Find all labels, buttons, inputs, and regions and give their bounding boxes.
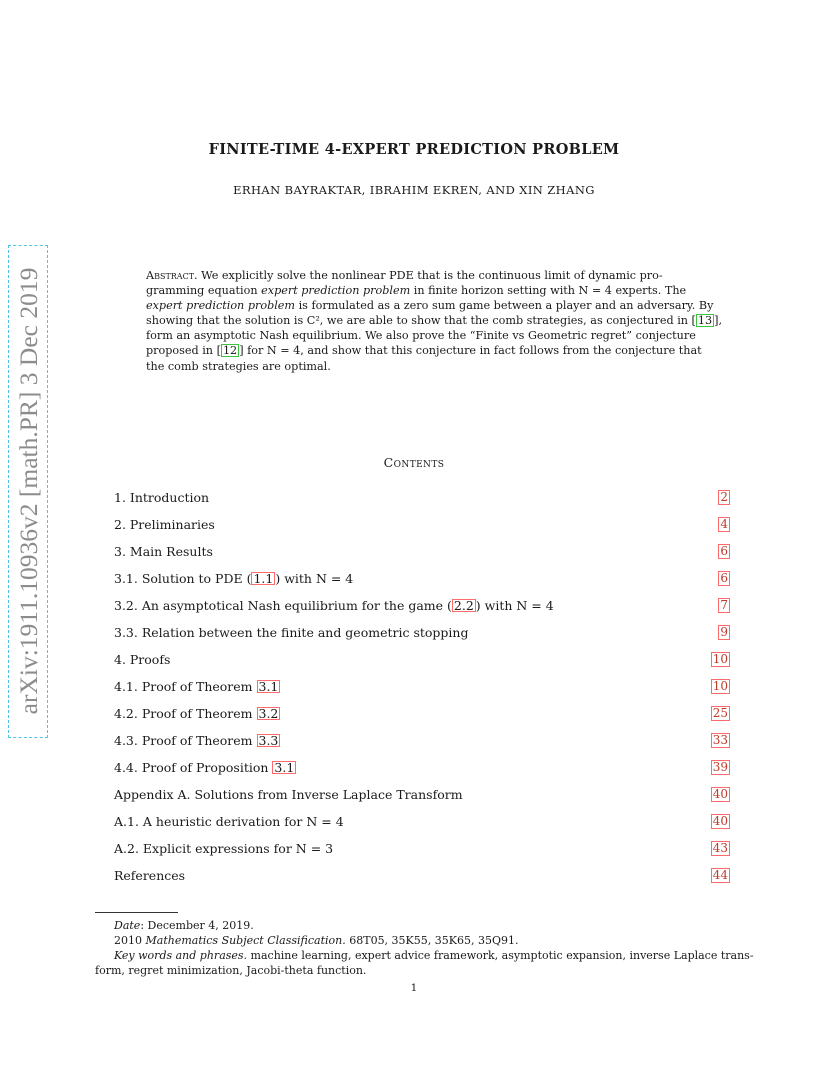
toc-page-link[interactable]: 44 bbox=[712, 868, 728, 882]
toc-entry[interactable] bbox=[114, 490, 730, 508]
paper-title: FINITE-TIME 4-EXPERT PREDICTION PROBLEM bbox=[208, 141, 620, 158]
abstract-emphasis: expert prediction problem bbox=[261, 284, 411, 298]
toc-entry-label: 3. Main Results bbox=[114, 544, 213, 559]
toc-entry[interactable] bbox=[114, 814, 730, 832]
footnote-text: 68T05, 35K55, 35K65, 35Q91. bbox=[345, 934, 519, 947]
toc-page-link[interactable]: 40 bbox=[712, 814, 728, 828]
footnote-label: Date bbox=[114, 919, 141, 932]
toc-entry[interactable] bbox=[114, 760, 730, 778]
toc-entry-text: 4.1. Proof of Theorem bbox=[114, 679, 257, 694]
cross-reference-link[interactable]: 2.2 bbox=[453, 598, 474, 613]
toc-entry-label: A.2. Explicit expressions for N = 3 bbox=[114, 841, 334, 856]
arxiv-stamp bbox=[8, 245, 50, 740]
toc-entry[interactable] bbox=[114, 841, 730, 859]
toc-entry-label bbox=[114, 706, 280, 721]
toc-entry[interactable] bbox=[114, 598, 730, 616]
toc-entry-label: 2. Preliminaries bbox=[114, 517, 215, 532]
toc-page-link[interactable]: 33 bbox=[712, 733, 728, 747]
abstract-line-4: showing that the solution is C², we are able to show that the comb strategies, as conjectured in [ 13 ], bbox=[146, 314, 723, 328]
toc-page-link[interactable]: 2 bbox=[720, 490, 728, 504]
cross-reference-link[interactable]: 1.1 bbox=[253, 571, 274, 586]
toc-entry[interactable] bbox=[114, 544, 730, 562]
toc-entry-text: 3.2. An asymptotical Nash equilibrium for the game ( bbox=[114, 598, 452, 613]
contents-heading: Contents bbox=[383, 455, 445, 470]
toc-entry[interactable] bbox=[114, 679, 730, 697]
citation-link[interactable]: 12 bbox=[222, 344, 238, 358]
toc-page-link[interactable]: 43 bbox=[712, 841, 728, 855]
cross-reference-link[interactable]: 3.3 bbox=[258, 733, 279, 748]
abstract-text: , bbox=[718, 314, 723, 328]
abstract-text: We explicitly solve the nonlinear PDE that is the continuous limit of dynamic pro- bbox=[201, 269, 663, 282]
abstract-line-5 bbox=[146, 328, 696, 343]
abstract-text: in finite horizon setting with N = 4 experts. The bbox=[410, 284, 687, 298]
toc-entry[interactable] bbox=[114, 517, 730, 535]
toc-entry-text: 4.3. Proof of Theorem bbox=[114, 733, 257, 748]
toc-entry-text: 4.4. Proof of Proposition bbox=[114, 760, 273, 775]
toc-entry[interactable] bbox=[114, 733, 730, 751]
footnote-msc bbox=[114, 933, 518, 948]
toc-page-link[interactable]: 25 bbox=[712, 706, 728, 720]
abstract-text: for N = 4, and show that this conjecture in fact follows from the conjecture that bbox=[243, 344, 702, 358]
footnote-text: : December 4, 2019. bbox=[140, 919, 254, 932]
footnote-date bbox=[114, 918, 254, 933]
cross-reference-link[interactable]: 3.1 bbox=[258, 679, 279, 694]
toc-entry-label: Appendix A. Solutions from Inverse Laplace Transform bbox=[114, 787, 463, 802]
toc-page-link[interactable]: 10 bbox=[712, 679, 728, 693]
toc-entry-label: 3.3. Relation between the finite and geometric stopping bbox=[114, 625, 469, 640]
abstract-text: proposed in bbox=[146, 344, 217, 358]
toc-entry-text: 3.1. Solution to PDE ( bbox=[114, 571, 252, 586]
toc-entry-label bbox=[114, 760, 296, 775]
abstract-line-1 bbox=[146, 268, 683, 283]
toc-entry[interactable] bbox=[114, 706, 730, 724]
citation-link[interactable]: 13 bbox=[697, 314, 713, 328]
footnote-rule bbox=[95, 912, 178, 913]
abstract-emphasis: expert prediction problem bbox=[146, 299, 296, 313]
abstract-text: showing that the solution is C², we are able to show that the comb strategies, as conjectured in bbox=[146, 314, 692, 328]
toc-entry-label: 4. Proofs bbox=[114, 652, 171, 667]
paper-authors: ERHAN BAYRAKTAR, IBRAHIM EKREN, AND XIN ZHANG bbox=[233, 183, 595, 197]
toc-entry-label bbox=[114, 571, 353, 586]
toc-page-link[interactable]: 40 bbox=[712, 787, 728, 801]
toc-entry-label: References bbox=[114, 868, 186, 883]
toc-entry-text: ) with N = 4 bbox=[275, 571, 354, 586]
footnote-text: machine learning, expert advice framework, asymptotic expansion, inverse Laplace trans- bbox=[247, 949, 754, 962]
toc-page-link[interactable]: 39 bbox=[712, 760, 728, 774]
abstract bbox=[146, 268, 723, 374]
toc-entry-label: A.1. A heuristic derivation for N = 4 bbox=[114, 814, 344, 829]
toc-entry-label bbox=[114, 598, 554, 613]
toc-entry-label: 1. Introduction bbox=[114, 490, 210, 505]
toc-entry[interactable] bbox=[114, 652, 730, 670]
abstract-text: the comb strategies are optimal. bbox=[146, 359, 331, 373]
abstract-line-7 bbox=[146, 359, 683, 374]
footnote-label: Key words and phrases. bbox=[114, 949, 248, 962]
toc-page-link[interactable]: 4 bbox=[720, 517, 728, 531]
abstract-heading: Abstract. bbox=[146, 269, 198, 282]
abstract-line-6: proposed in [ 12 ] for N = 4, and show that this conjecture in fact follows from the conjecture that bbox=[146, 344, 702, 358]
toc-page-link[interactable]: 6 bbox=[720, 571, 728, 585]
cross-reference-link[interactable]: 3.2 bbox=[258, 706, 279, 721]
footnote-text: 2010 bbox=[114, 934, 146, 947]
toc-page-link[interactable]: 10 bbox=[712, 652, 728, 666]
abstract-text: gramming equation bbox=[146, 284, 262, 298]
toc-entry-label bbox=[114, 679, 280, 694]
page-number: 1 bbox=[410, 982, 418, 994]
toc-entry[interactable] bbox=[114, 787, 730, 805]
toc-entry-text: ) with N = 4 bbox=[475, 598, 554, 613]
abstract-text: is formulated as a zero sum game between a player and an adversary. By bbox=[295, 299, 714, 313]
toc-entry-label bbox=[114, 733, 280, 748]
footnote-keywords bbox=[114, 948, 754, 963]
footnote-label: Mathematics Subject Classification. bbox=[145, 934, 346, 947]
abstract-line-3 bbox=[146, 298, 714, 313]
toc-page-link[interactable]: 9 bbox=[720, 625, 728, 639]
abstract-text: form an asymptotic Nash equilibrium. We also prove the “Finite vs Geometric regret” conjecture bbox=[146, 329, 696, 343]
cross-reference-link[interactable]: 3.1 bbox=[274, 760, 295, 775]
toc-entry-text: 4.2. Proof of Theorem bbox=[114, 706, 257, 721]
toc-entry[interactable] bbox=[114, 868, 730, 886]
toc-entry[interactable] bbox=[114, 625, 730, 643]
arxiv-id[interactable]: arXiv:1911.10936v2 [math.PR] 3 Dec 2019 bbox=[14, 267, 43, 715]
toc-entry[interactable] bbox=[114, 571, 730, 589]
toc-page-link[interactable]: 7 bbox=[720, 598, 728, 612]
toc-page-link[interactable]: 6 bbox=[720, 544, 728, 558]
footnote-keywords-cont: form, regret minimization, Jacobi-theta function. bbox=[95, 964, 367, 977]
abstract-line-2 bbox=[146, 283, 687, 298]
